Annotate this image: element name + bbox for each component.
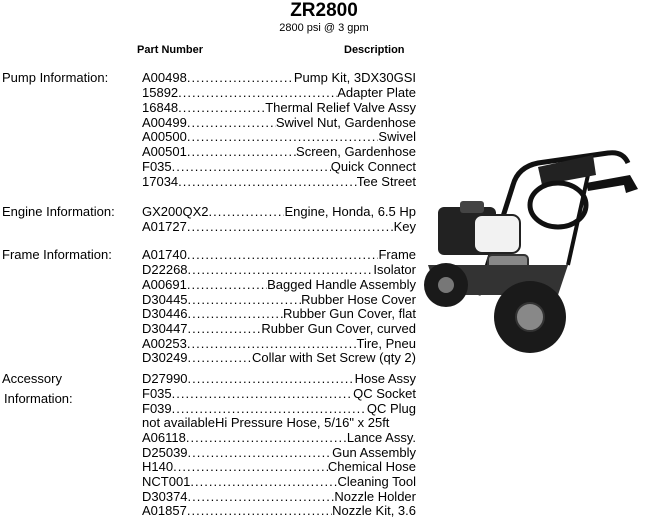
leader-dots: [172, 386, 354, 401]
parts-row: [142, 371, 416, 386]
parts-row: [142, 100, 416, 115]
part-number: A01740: [142, 247, 187, 262]
parts-row: [142, 503, 416, 518]
part-number: A00499: [142, 115, 187, 130]
parts-row: [142, 129, 416, 144]
column-header-description: Description: [344, 44, 405, 56]
parts-row: [142, 144, 416, 159]
part-number: 16848: [142, 100, 179, 115]
leader-dots: [187, 247, 379, 262]
part-description: Rubber Gun Cover, flat: [283, 306, 416, 321]
part-description: Cleaning Tool: [337, 474, 416, 489]
leader-dots: [178, 100, 265, 115]
parts-row: [142, 386, 416, 401]
parts-row-note: not availableHi Pressure Hose, 5/16" x 25ft: [142, 415, 390, 430]
parts-row: [142, 204, 416, 219]
leader-dots: [209, 204, 285, 219]
part-number: D30249: [142, 350, 188, 365]
part-number: A00691: [142, 277, 187, 292]
rear-wheel-hub: [438, 277, 454, 293]
part-description: Nozzle Holder: [334, 489, 416, 504]
leader-dots: [186, 430, 347, 445]
parts-row: [142, 321, 416, 336]
part-description: Pump Kit, 3DX30GSI: [293, 70, 416, 85]
parts-row: [142, 350, 416, 365]
part-number: 15892: [142, 85, 179, 100]
part-number: H140: [142, 459, 174, 474]
leader-dots: [187, 336, 357, 351]
part-description: Nozzle Kit, 3.6: [332, 503, 416, 518]
leader-dots: [187, 115, 276, 130]
part-description: Rubber Hose Cover: [301, 292, 416, 307]
part-description: Quick Connect: [330, 159, 416, 174]
part-description: Isolator: [373, 262, 416, 277]
part-number: A01727: [142, 219, 187, 234]
leader-dots: [188, 292, 302, 307]
parts-row: [142, 336, 416, 351]
parts-row: [142, 219, 416, 234]
fuel-tank: [474, 215, 520, 253]
parts-row: [142, 489, 416, 504]
part-description: Thermal Relief Valve Assy: [265, 100, 416, 115]
part-number: D30446: [142, 306, 188, 321]
part-number: A06118: [142, 430, 186, 445]
part-description: Adapter Plate: [337, 85, 416, 100]
parts-row: [142, 430, 416, 445]
part-description: Gun Assembly: [332, 445, 416, 460]
leader-dots: [190, 474, 337, 489]
part-number: D30447: [142, 321, 188, 336]
part-number: A00498: [142, 70, 187, 85]
part-number: D22268: [142, 262, 188, 277]
part-description: Bagged Handle Assembly: [267, 277, 416, 292]
parts-row: [142, 277, 416, 292]
leader-dots: [188, 489, 335, 504]
part-description: Key: [393, 219, 416, 234]
leader-dots: [178, 85, 337, 100]
page-subtitle: 2800 psi @ 3 gpm: [279, 22, 369, 34]
part-description: Chemical Hose: [327, 459, 416, 474]
pressure-washer-illustration: [418, 145, 648, 360]
column-header-part-number: Part Number: [137, 44, 204, 56]
section-label-pump: Pump Information:: [2, 70, 109, 85]
leader-dots: [188, 350, 252, 365]
leader-dots: [187, 129, 379, 144]
parts-row: [142, 445, 416, 460]
part-description: QC Plug: [366, 401, 416, 416]
part-number: 17034: [142, 174, 179, 189]
section-label-accessory-line2: Information:: [4, 391, 73, 406]
parts-row: [142, 292, 416, 307]
part-description: Screen, Gardenhose: [296, 144, 416, 159]
part-number: A00500: [142, 129, 187, 144]
part-description: Lance Assy.: [346, 430, 416, 445]
part-description: Frame: [378, 247, 416, 262]
leader-dots: [188, 321, 262, 336]
part-description: Swivel Nut, Gardenhose: [275, 115, 416, 130]
part-number: A00253: [142, 336, 187, 351]
part-number: NCT001: [142, 474, 191, 489]
parts-row: [142, 159, 416, 174]
part-description: Collar with Set Screw (qty 2): [252, 350, 416, 365]
parts-row: [142, 70, 416, 85]
part-number: F035: [142, 159, 172, 174]
part-description: Tee Street: [356, 174, 416, 189]
leader-dots: [187, 277, 267, 292]
leader-dots: [172, 401, 367, 416]
hose-coil: [530, 183, 586, 227]
part-number: A01857: [142, 503, 187, 518]
parts-row: [142, 247, 416, 262]
part-number: A00501: [142, 144, 187, 159]
parts-row: [142, 474, 416, 489]
leader-dots: [187, 70, 294, 85]
leader-dots: [178, 174, 357, 189]
part-number: D30445: [142, 292, 188, 307]
part-number: D27990: [142, 371, 188, 386]
part-description: Swivel: [378, 129, 416, 144]
parts-row: [142, 85, 416, 100]
leader-dots: [172, 159, 331, 174]
section-label-engine: Engine Information:: [2, 204, 115, 219]
leader-dots: [187, 219, 394, 234]
part-description: Engine, Honda, 6.5 Hp: [284, 204, 416, 219]
leader-dots: [188, 262, 374, 277]
parts-row: [142, 115, 416, 130]
spray-gun: [586, 175, 638, 193]
parts-row: [142, 459, 416, 474]
part-description: QC Socket: [353, 386, 416, 401]
part-number: F039: [142, 401, 172, 416]
part-description: Hose Assy: [354, 371, 416, 386]
front-wheel-hub: [516, 303, 544, 331]
part-number: D30374: [142, 489, 188, 504]
section-label-frame: Frame Information:: [2, 247, 112, 262]
parts-row: [142, 306, 416, 321]
part-description: Tire, Pneu: [356, 336, 416, 351]
parts-row: [142, 262, 416, 277]
section-label-accessory-line1: Accessory: [2, 371, 62, 386]
part-number: D25039: [142, 445, 188, 460]
parts-row: [142, 401, 416, 416]
part-description: Rubber Gun Cover, curved: [261, 321, 416, 336]
page-title: ZR2800: [290, 0, 358, 21]
leader-dots: [187, 144, 296, 159]
leader-dots: [187, 503, 332, 518]
part-number: F035: [142, 386, 172, 401]
leader-dots: [188, 306, 283, 321]
leader-dots: [188, 445, 333, 460]
leader-dots: [173, 459, 328, 474]
parts-row: [142, 174, 416, 189]
leader-dots: [188, 371, 355, 386]
air-filter: [460, 201, 484, 213]
part-number: GX200QX2: [142, 204, 209, 219]
